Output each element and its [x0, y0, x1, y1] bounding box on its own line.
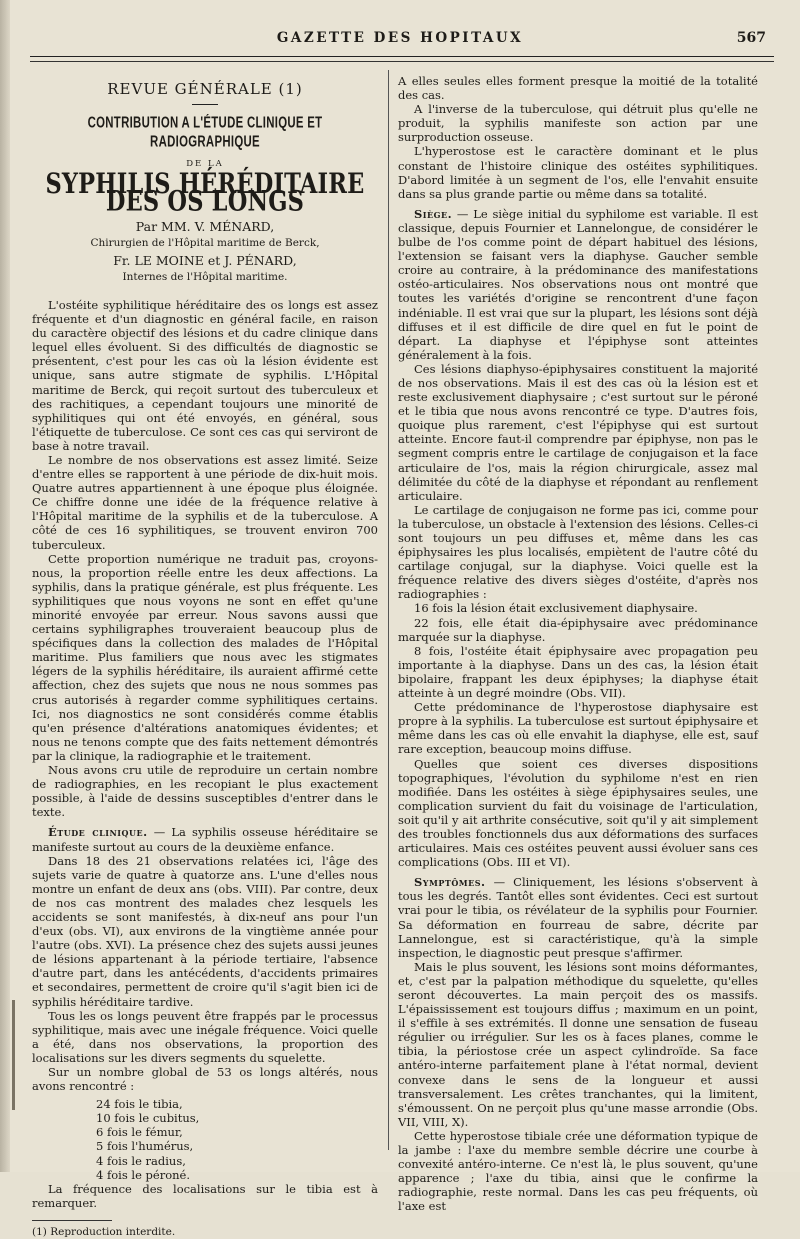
running-header: GAZETTE DES HOPITAUX	[276, 30, 524, 46]
footnote-rule	[32, 1220, 112, 1221]
list-item: 24 fois le tibia,	[96, 1097, 183, 1112]
list-item: 10 fois le cubitus,	[96, 1111, 200, 1126]
article-de-la: DE LA	[186, 159, 224, 170]
paragraph: Le nombre de nos observations est assez limité. Seize d'entre elles se rapportent à une période de dix-huit mois. Quatre autres appartiennent à une époque plus éloignée. Ce chiffre donne une idée de la fréquence relative à l'Hôpital maritime de la syphilis et de la tuberculose. A côté de ces 16 syphilitiques, se trouvent environ 700 tuberculeux.	[32, 452, 378, 552]
paragraph: Sur un nombre global de 53 os longs altérés, nous avons rencontré :	[32, 1065, 378, 1094]
column-divider	[388, 70, 389, 1150]
paragraph: L'hyperostose est le caractère dominant et le plus constant de l'histoire clinique des ostéites syphilitiques. D'abord limitée à un segment de l'os, elle l'envahit ensuite dans sa plus grande partie ou même dans sa totalité.	[398, 144, 758, 201]
left-column	[32, 74, 378, 1239]
paragraph: Cette prédominance de l'hyperostose diaphysaire est propre à la syphilis. La tuberculose est surtout épiphysaire et même dans les cas où elle envahit la diaphyse, elle est, sauf rare exception, beaucoup moins diffuse.	[398, 700, 758, 757]
paragraph-symptomes: Symptômes. — Cliniquement, les lésions s'observent à tous les degrés. Tantôt elles sont évidentes. Ceci est surtout vrai pour le tibia, os révélateur de la syphilis pour Fournier. Sa déformation en fourreau de sabre, décrite par Lannelongue, est si caractéristique, qu'à la simple inspection, le diagnostic peut presque s'affirmer.	[398, 875, 758, 960]
paragraph-etude: Étude clinique. — La syphilis osseuse héréditaire se manifeste surtout au cours de la deuxième enfance.	[32, 825, 378, 854]
subheading-symptomes: Symptômes.	[414, 875, 486, 890]
article-title: SYPHILIS HÉRÉDITAIRE DES OS LONGS	[45, 168, 365, 219]
paragraph: Dans 18 des 21 observations relatées ici, l'âge des sujets varie de quatre à quatorze ans. L'une d'elles nous montre un enfant de deux ans (obs. VIII). Par contre, deux de nos cas montrent des malades chez lesquels les accidents se sont manifestés, à dix-neuf ans pour l'un d'eux (obs. VI), aux environs de la vingtième année pour l'autre (obs. XVI). La présence chez des sujets aussi jeunes de lésions appartenant à la période tertiaire, l'absence d'autre part, dans les antécédents, d'accidents primaires et secondaires, permettent de croire qu'il s'agit bien ici de syphilis héréditaire tardive.	[32, 853, 378, 1009]
footnote: (1) Reproduction interdite.	[32, 1225, 176, 1238]
right-column	[398, 74, 758, 1214]
paragraph: 22 fois, elle était dia-épiphysaire avec prédominance marquée sur la diaphyse.	[398, 615, 758, 644]
header-rule-thin	[30, 61, 774, 62]
paragraph: Cette proportion numérique ne traduit pas, croyons-nous, la proportion réelle entre les deux affections. La syphilis, dans la pratique générale, est plus fréquente. Les syphilitiques que nous voyons ne sont en effet qu'une minorité envoyée par erreur. Nous savons aussi que certains syphiligraphes trouveraient beaucoup plus de spécifiques dans la collection des malades de l'Hôpital maritime. Plus familiers que nous avec les stigmates légers de la syphilis héréditaire, ils auraient affirmé cette affection, chez des sujets que nous ne nous sommes pas crus autorisés à regarder comme syphilitiques certains. Ici, nos diagnostics ne sont considérés comme établis qu'en présence d'altérations anatomiques évidentes; et nous ne tenons compte que des faits nettement démontrés par la clinique, la radiographie et le traitement.	[32, 551, 378, 763]
title-rule	[192, 104, 218, 105]
paragraph-siege: Siège. — Le siège initial du syphilome est variable. Il est classique, depuis Fournier et Lannelongue, de considérer le bulbe de l'os comme point de départ habituel des lésions, l'extension se faisant vers la diaphyse. Gaucher semble croire au contraire, à la prédominance des manifestations ostéo-articulaires. Nos observations nous ont montré que toutes les variétés d'origine se rencontrent d'une façon indéniable. Il est vrai que sur la plupart, les lésions sont déjà diffuses et il est difficile de dire quel en fut le point de départ. La diaphyse et l'épiphyse sont atteintes généralement à la fois.	[398, 206, 758, 362]
affiliation-primary: Chirurgien de l'Hôpital maritime de Berck,	[90, 236, 320, 249]
paragraph: A elles seules elles forment presque la moitié de la totalité des cas.	[398, 74, 758, 103]
authors-secondary: Fr. LE MOINE et J. PÉNARD,	[113, 252, 297, 268]
subheading-etude-clinique: Étude clinique.	[48, 825, 148, 840]
margin-mark	[12, 1000, 15, 1110]
subheading-siege: Siège.	[414, 206, 453, 221]
list-item: 6 fois le fémur,	[96, 1125, 183, 1140]
section-heading: REVUE GÉNÉRALE (1)	[107, 80, 303, 98]
paragraph: L'ostéite syphilitique héréditaire des os longs est assez fréquente et d'un diagnostic en général facile, en raison du caractère objectif des lésions et du cadre clinique dans lequel elles évoluent. Si des difficultés de diagnostic se présentent, c'est pour les cas où la lésion évidente est unique, sans autre stigmate de syphilis. L'Hôpital maritime de Berck, qui reçoit surtout des tuberculeux et des rachitiques, a cependant toujours une minorité de syphilitiques qui ont été envoyés, en général, sous l'étiquette de tuberculose. Ce sont ces cas qui serviront de base à notre travail.	[32, 297, 378, 453]
list-item: 4 fois le radius,	[96, 1153, 186, 1168]
affiliation-secondary: Internes de l'Hôpital maritime.	[122, 270, 288, 283]
book-spine-shadow	[0, 0, 10, 1172]
paragraph: 8 fois, l'ostéite était épiphysaire avec propagation peu importante à la diaphyse. Dans un des cas, la lésion était bipolaire, frappant les deux épiphyses; la diaphyse était atteinte à un degré moindre (Obs. VII).	[398, 643, 758, 701]
list-item: 5 fois l'humérus,	[96, 1139, 194, 1154]
header-rule-thick	[30, 56, 774, 57]
page-number: 567	[736, 30, 766, 46]
authors-primary: Par MM. V. MÉNARD,	[135, 218, 275, 234]
paragraph: La fréquence des localisations sur le tibia est à remarquer.	[32, 1181, 378, 1210]
list-item: 4 fois le péroné.	[96, 1167, 190, 1182]
paragraph: Cette hyperostose tibiale crée une déformation typique de la jambe : l'axe du membre semble décrire une courbe à convexité antéro-interne. Ce n'est là, le plus souvent, qu'une apparence ; l'axe du tibia, ainsi que le confirme la radiographie, reste normal. Dans les cas peu fréquents, où l'axe est	[398, 1128, 758, 1214]
paragraph: 16 fois la lésion était exclusivement diaphysaire.	[414, 601, 698, 616]
paragraph: Quelles que soient ces diverses dispositions topographiques, l'évolution du syphilome n'est en rien modifiée. Dans les ostéites à siège épiphysaires seules, une complication survient du fait du voisinage de l'articulation, soit qu'il y ait arthrite consécutive, soit qu'il y ait simplement des troubles fonctionnels dus aux déformations des surfaces articulaires. Mais ces ostéites peuvent aussi évoluer sans ces complications (Obs. III et VI).	[398, 756, 758, 870]
article-subtitle: CONTRIBUTION A L'ÉTUDE CLINIQUE ET RADIOGRAPHIQUE	[87, 115, 323, 151]
paragraph: A l'inverse de la tuberculose, qui détruit plus qu'elle ne produit, la syphilis manifeste son action par une surproduction osseuse.	[398, 102, 758, 145]
paragraph: Le cartilage de conjugaison ne forme pas ici, comme pour la tuberculose, un obstacle à l'extension des lésions. Celles-ci sont toujours un peu diffuses et, même dans les cas épiphysaires les plus localisés, empiètent de l'autre côté du cartilage conjugal, sur la diaphyse. Voici quelle est la fréquence relative des divers sièges d'ostéite, d'après nos radiographies :	[398, 502, 758, 602]
paragraph: Ces lésions diaphyso-épiphysaires constituent la majorité de nos observations. Mais il est des cas où la lésion est et reste exclusivement diaphysaire ; c'est surtout sur le péroné et le tibia que nous avons rencontré ce type. D'autres fois, quoique plus rarement, c'est l'épiphyse qui est surtout atteinte. Encore faut-il comprendre par épiphyse, non pas le segment compris entre le cartilage de conjugaison et la face articulaire de l'os, mais la région chirurgicale, assez mal délimitée du côté de la diaphyse et répondant au renflement articulaire.	[398, 361, 758, 503]
paragraph: Nous avons cru utile de reproduire un certain nombre de radiographies, en les recopiant le plus exactement possible, à l'aide de dessins susceptibles d'entrer dans le texte.	[32, 763, 378, 820]
paragraph: Mais le plus souvent, les lésions sont moins déformantes, et, c'est par la palpation méthodique du squelette, qu'elles seront découvertes. La main perçoit des os massifs. L'épaississement est toujours diffus ; maximum en un point, il s'effile à ses extrémités. Il donne une sensation de fuseau régulier ou irrégulier. Sur les os à faces planes, comme le tibia, la périostose crée un aspect cylindroïde. Sa face antéro-interne parfaitement plane à l'état normal, devient convexe dans le sens de la longueur et aussi transversalement. Les crêtes tranchantes, qui la limitent, s'émoussent. On ne perçoit plus qu'une masse arrondie (Obs. VII, VIII, X).	[398, 959, 758, 1129]
paragraph: Tous les os longs peuvent être frappés par le processus syphilitique, mais avec une inégale fréquence. Voici quelle a été, dans nos observations, la proportion des localisations sur les divers segments du squelette.	[32, 1008, 378, 1065]
